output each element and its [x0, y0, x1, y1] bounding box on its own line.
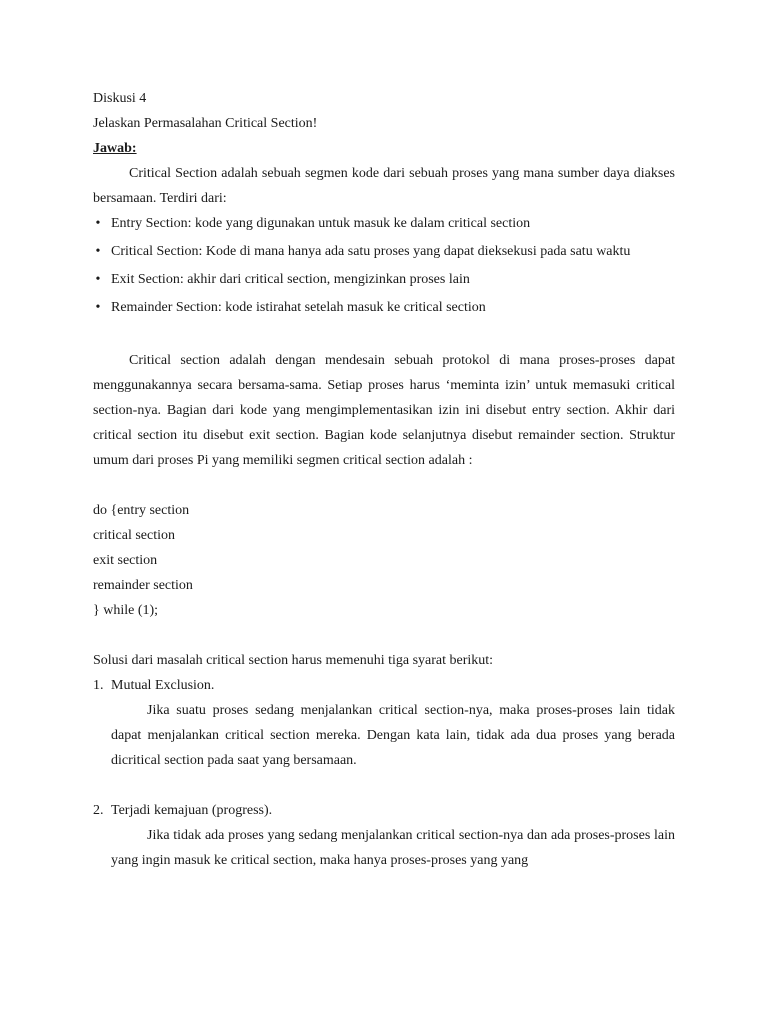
- bullet-text: Critical Section: Kode di mana hanya ada satu proses yang dapat dieksekusi pada satu waktu: [111, 244, 631, 259]
- list-item: [93, 295, 675, 320]
- structure-paragraph: Critical section adalah dengan mendesain sebuah protokol di mana proses-proses dapat menggunakannya secara bersama-sama. Setiap proses harus ‘meminta izin’ untuk memasuki critical section-nya. Bagian dari kode yang mengimplementasikan izin ini disebut entry section. Akhir dari critical section itu disebut exit section. Bagian kode selanjutnya disebut remainder section. Struktur umum dari proses Pi yang memiliki segmen critical section adalah :: [93, 353, 675, 468]
- question-text: Jelaskan Permasalahan Critical Section!: [93, 116, 318, 131]
- condition-item: [93, 798, 675, 873]
- bullet-icon: •: [95, 216, 101, 231]
- code-line: } while (1);: [93, 603, 159, 618]
- bullet-icon: •: [95, 272, 101, 287]
- code-line: remainder section: [93, 578, 193, 593]
- code-block: [93, 498, 675, 623]
- list-item: [93, 267, 675, 292]
- spacer: [93, 473, 675, 498]
- code-line: do {entry section: [93, 503, 190, 518]
- spacer: [93, 623, 675, 648]
- condition-heading: [93, 673, 675, 698]
- code-line: exit section: [93, 553, 158, 568]
- condition-title: Terjadi kemajuan (progress).: [111, 803, 273, 818]
- document-title: Diskusi 4: [93, 91, 147, 106]
- condition-number: 2.: [93, 803, 104, 818]
- condition-text: Jika suatu proses sedang menjalankan critical section-nya, maka proses-proses lain tidak dapat menjalankan critical section mereka. Dengan kata lain, tidak ada dua proses yang berada dicritical section pada saat yang bersamaan.: [111, 703, 675, 768]
- answer-label-line: [93, 136, 675, 161]
- answer-label: Jawab:: [93, 141, 137, 156]
- intro-paragraph: Critical Section adalah sebuah segmen kode dari sebuah proses yang mana sumber daya diakses bersamaan. Terdiri dari:: [93, 166, 675, 206]
- condition-item: [93, 673, 675, 773]
- condition-heading: [93, 798, 675, 823]
- document-page: [93, 86, 675, 873]
- bullet-text: Remainder Section: kode istirahat setelah masuk ke critical section: [111, 300, 486, 315]
- solution-intro: Solusi dari masalah critical section harus memenuhi tiga syarat berikut:: [93, 653, 494, 668]
- condition-title: Mutual Exclusion.: [111, 678, 215, 693]
- spacer: [93, 773, 675, 798]
- spacer: [93, 323, 675, 348]
- bullet-icon: •: [95, 244, 101, 259]
- section-bullet-list: [93, 211, 675, 320]
- list-item: [93, 239, 675, 264]
- bullet-text: Exit Section: akhir dari critical section, mengizinkan proses lain: [111, 272, 470, 287]
- code-line: critical section: [93, 528, 176, 543]
- condition-text: Jika tidak ada proses yang sedang menjalankan critical section-nya dan ada proses-proses lain yang ingin masuk ke critical section, maka hanya proses-proses yang yang: [111, 828, 675, 868]
- bullet-text: Entry Section: kode yang digunakan untuk masuk ke dalam critical section: [111, 216, 531, 231]
- condition-number: 1.: [93, 678, 104, 693]
- list-item: [93, 211, 675, 236]
- bullet-icon: •: [95, 300, 101, 315]
